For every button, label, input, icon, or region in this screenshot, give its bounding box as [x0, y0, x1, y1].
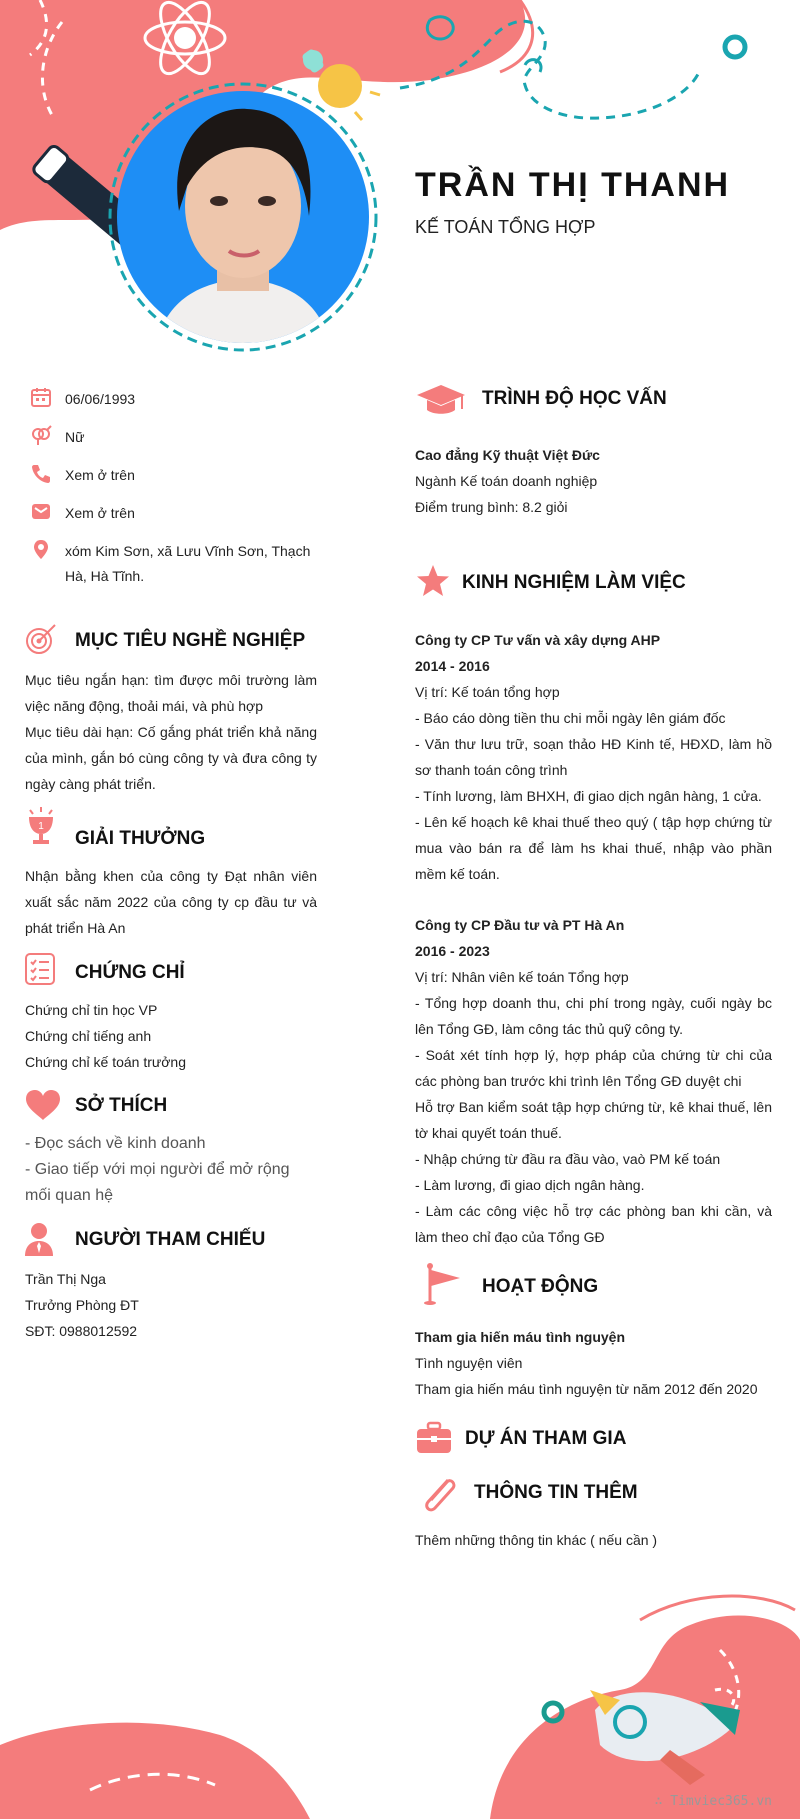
hobby-item: - Đọc sách về kinh doanh [25, 1135, 206, 1152]
job-period: 2016 - 2023 [415, 943, 490, 959]
education-title: TRÌNH ĐỘ HỌC VẤN [482, 388, 667, 409]
certificate-item: Chứng chỉ tiếng anh [25, 1028, 152, 1044]
phone-value: Xem ở trên [65, 467, 135, 483]
email-value: Xem ở trên [65, 505, 135, 521]
calendar-icon [30, 386, 52, 408]
job-duty: - Làm lương, đi giao dịch ngân hàng. [415, 1177, 645, 1193]
profile-photo [117, 91, 369, 343]
reference-position: Trưởng Phòng ĐT [25, 1297, 139, 1313]
job-duty: - Tổng hợp doanh thu, chi phí trong ngày, cuối ngày bc lên Tổng GĐ, làm công tác thủ quỹ công ty. [415, 995, 772, 1037]
job-position: Vị trí: Kế toán tổng hợp [415, 684, 560, 700]
objective-short-term: Mục tiêu ngắn hạn: tìm được môi trường làm việc năng động, thoải mái, và phù hợp [25, 672, 317, 714]
experience-title: KINH NGHIỆM LÀM VIỆC [462, 572, 686, 593]
objective-title: MỤC TIÊU NGHỀ NGHIỆP [75, 630, 306, 651]
objective-long-term: Mục tiêu dài hạn: Cố gắng phát triển khả năng của mình, gắn bó cùng công ty và đưa công ty ngày càng phát triển. [25, 724, 317, 792]
education-gpa: Điểm trung bình: 8.2 giỏi [415, 499, 568, 515]
activity-desc: Tham gia hiến máu tình nguyện từ năm 2012 đến 2020 [415, 1381, 758, 1397]
extra-title: THÔNG TIN THÊM [474, 1482, 638, 1503]
activities-title: HOẠT ĐỘNG [482, 1276, 599, 1297]
certificates-title: CHỨNG CHỈ [75, 962, 185, 983]
job-period: 2014 - 2016 [415, 658, 490, 674]
objective-content [25, 667, 317, 797]
svg-text:1: 1 [38, 821, 44, 832]
activity-name: Tham gia hiến máu tình nguyện [415, 1329, 626, 1345]
job-duty: Hỗ trợ Ban kiểm soát tập hợp chứng từ, kê khai thuế, lên tờ khai quyết toán thuế. [415, 1099, 772, 1141]
certificate-item: Chứng chỉ tin học VP [25, 1002, 158, 1018]
education-content [415, 442, 775, 520]
certificate-item: Chứng chỉ kế toán trưởng [25, 1054, 187, 1070]
job-duty: - Báo cáo dòng tiền thu chi mỗi ngày lên giám đốc [415, 710, 726, 726]
graduation-cap-icon [415, 383, 467, 417]
activities-content [415, 1324, 775, 1402]
job-ahp [415, 627, 772, 887]
phone-icon [30, 462, 52, 484]
star-icon [415, 564, 451, 598]
hobbies-list [25, 1131, 317, 1209]
person-icon [24, 1222, 54, 1256]
gender-value: Nữ [65, 429, 85, 445]
reference-content [25, 1266, 317, 1344]
job-duty: - Nhập chứng từ đầu ra đầu vào, vaò PM kế toán [415, 1151, 721, 1167]
job-duty: - Văn thư lưu trữ, soạn thảo HĐ Kinh tế, HĐXD, làm hồ sơ thanh toán công trình [415, 736, 772, 778]
address-value: xóm Kim Sơn, xã Lưu Vĩnh Sơn, Thạch Hà, Hà Tĩnh. [65, 543, 311, 584]
job-company: Công ty CP Tư vấn và xây dựng AHP [415, 632, 661, 648]
reference-title: NGƯỜI THAM CHIẾU [75, 1229, 266, 1250]
extra-text: Thêm những thông tin khác ( nếu cần ) [415, 1532, 658, 1548]
birthday-value: 06/06/1993 [65, 391, 136, 407]
gender-icon [30, 424, 52, 446]
trophy-icon [24, 806, 58, 846]
awards-text: Nhận bằng khen của công ty Đạt nhân viên xuất sắc năm 2022 của công ty cp đầu tư và phát triển Hà An [25, 868, 317, 936]
hobbies-title: SỞ THÍCH [75, 1095, 168, 1116]
activity-role: Tình nguyện viên [415, 1355, 523, 1371]
job-position: Vị trí: Nhân viên kế toán Tổng hợp [415, 969, 629, 985]
projects-title: DỰ ÁN THAM GIA [465, 1428, 627, 1449]
watermark: ∴ Timviec365.vn [654, 1794, 772, 1809]
paperclip-icon [418, 1474, 458, 1516]
reference-phone: SĐT: 0988012592 [25, 1323, 138, 1339]
email-icon [30, 500, 52, 522]
target-icon [24, 622, 58, 656]
location-pin-icon [30, 538, 52, 560]
awards-title: GIẢI THƯỞNG [75, 828, 206, 849]
job-duty: - Tính lương, làm BHXH, đi giao dịch ngân hàng, 1 cửa. [415, 788, 762, 804]
education-major: Ngành Kế toán doanh nghiệp [415, 473, 598, 489]
job-duty: - Làm các công việc hỗ trợ các phòng ban khi cần, và làm theo chỉ đạo của Tổng GĐ [415, 1203, 772, 1245]
hobby-item: - Giao tiếp với mọi người để mở rộng mối quan hệ [25, 1161, 290, 1204]
job-ha-an [415, 912, 772, 1250]
job-company: Công ty CP Đầu tư và PT Hà An [415, 917, 625, 933]
flag-icon [424, 1262, 464, 1306]
candidate-name: TRẦN THỊ THANH [415, 166, 731, 204]
reference-name: Trần Thị Nga [25, 1271, 106, 1287]
candidate-role: KẾ TOÁN TỔNG HỢP [415, 217, 596, 237]
certificates-list [25, 997, 317, 1075]
job-duty: - Soát xét tính hợp lý, hợp pháp của chứng từ chi của các phòng ban trước khi trình lên Tổng GĐ duyệt chi [415, 1047, 772, 1089]
checklist-icon [24, 952, 56, 986]
job-duty: - Lên kế hoạch kê khai thuế theo quý ( tập hợp chứng từ mua vào bán ra để làm hs khai thuế, nhập vào phần mềm kế toán. [415, 814, 772, 882]
heart-icon [24, 1088, 62, 1122]
briefcase-icon [415, 1421, 453, 1455]
education-school: Cao đẳng Kỹ thuật Việt Đức [415, 447, 600, 463]
